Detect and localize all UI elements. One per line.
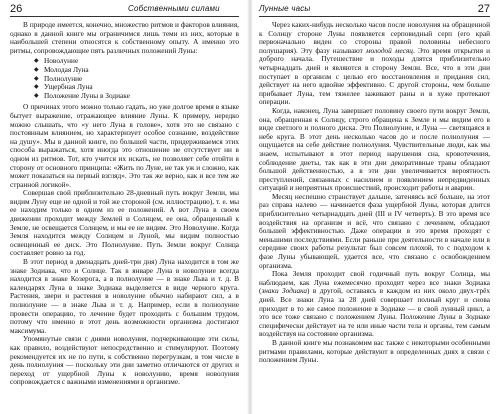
emphasis: молодой месяц [365,45,413,55]
paragraph: В этот период в двенадцать дней-три дня) Луна находится в том же знаке Зодиака, что и Солнце. Так в январе Луна в новолуние всегда находится в знаке Козерога, а в полнолуние — в знаке Льва и т. д. В календарях Луна в знаке Зодиака выделяется в виде черного круга. Растения, звери и растения в новолуние обычно набирают сил, а в полнолуние — в знаке Льва и т. д. Например, если в полнолуние провести операцию, то лечение будет проходить с большим трудом, потому что именно в этот день возможности организма достигают максимума. [10,257,239,335]
paragraph: Упомянутые связи с днями новолуния, подчеркивающие эти силы, как правило, воздействуют непосредственно и стимулируют. Поэтому рекомендуется их не по пути, к собственно перегрузкам, в том числе в день полнолуния — поскольку эти дни заметно отличаются от других и переход от ущербной Луны к новолунию, время новолуния сопровождается с важными изменениями в организме. [10,334,239,387]
emphasis: знаки Зодиака [261,286,308,296]
running-title: Лунные часы [259,4,311,13]
list-item: ◆ Молодая Луна [34,64,89,74]
paragraph: Пока Земля проходит свой годичный путь вокруг Солнца, мы наблюдаем, как Луна ежемесячно проходит через все знаки Зодиака (знаки Зодиака) в другой, оставаясь в каждом из них около двух-трёх дней. Все знаки Луна за 28 дней совершает полный круг и снова приходит в то же самое положение в Зодиаке — в свой лунный цикл, а это все тоже связано с положением Луны. Положение Луны в Зодиаке специфически действует на те или иные части тела и органы, тем самым воздействуя на состояние организма. [259,269,490,339]
diamond-bullet-icon: ◆ [34,84,39,91]
right-page-body [259,21,490,414]
list-item: ◆ Ущербная Луна [34,82,93,92]
paragraph: Совершая свой приблизительно 28-дневный путь вокруг Земли, мы видим Луну еще не одной и той же стороной (см. иллюстрацию), т. е. мы ее находим только в одном из ее положений. А вот Луна в своем движении проходит между Землей и Солнцем, ее она, обращенный к Земле, не освещается Солнцем, и мы ее не видим. Это Новолуние. Когда Земля находится между Солнцем и Луной, мы видим полностью освещенный ее диск. Это Полнолуние. Путь Земли вокруг Солнца составляет ровно за год. [10,188,239,258]
paragraph: О причинах этого можно только гадать, но уже долгое время в языке бытует выражение, отражающее влияние Луны. К примеру, нередко можно слышать, что «у него Луна в голове», хотя это не связано с постоянным влиянием, но характеризует особое сознание, воздействие на душу». Мы в данной книге, по большей части, придерживаемся этих способа выражаться, хотя иногда это отношение не отсутствует ни в одном из ритмов. Тот, кто учится их искать, не позволяет себе отойти в сторону от основного принципа: «Жить по Луне, не так уж и сложно, как может показаться на первый взгляд». Это так же верно, как и все тем же странной логикой». [10,102,239,189]
page-number: 27 [477,3,490,15]
diamond-bullet-icon: ◆ [34,75,39,82]
right-page-header [259,2,490,16]
right-page [253,0,500,414]
diamond-bullet-icon: ◆ [34,66,39,73]
paragraph: Месяц неспешно странствует дальше, затеняясь всё больше, на этот раз справа налево — начинается фаза ущербной Луны, которая длится приблизительно четырнадцать дней (III и IV четверть). В это время все воздействия на организм и всё, что связано с лечением, обладают большей эффективностью. Даже операции в это время проходят с меньшими последствиями. Если раньше при деятельности в начале или в середине своих работы результат был совсем плохой, то с подходом к фазе Луны убывающей, удается все, что связано с освобождением организма. [259,191,490,270]
running-title: Собственными силами [128,4,220,13]
list-item: ◆ Полнолуние [34,73,83,83]
left-page-body [10,21,239,414]
diamond-bullet-icon: ◆ [34,58,39,65]
left-page [0,0,247,414]
left-page-header [10,2,239,16]
page-number: 26 [10,3,23,15]
paragraph: Через каких-нибудь несколько часов после новолуния на обращенной к Солнцу стороне Луны появляется серповидный серп (его край первоначально виден со стороны правой половины небесного полушария). Эту фазу называют молодой месяц. Это время открытия и доброго начала. Путешествие и походы длятся приблизительно четырнадцать дней и являются в сторону Земли. Все, что в эти дни поступает в организм с целью его восстановления и придания сил, действует на него вдвойне эффективно. С другой стороны, чем больше прибывает Луна, тем тяжелее заживают раны и в хуже протекают операции. [259,20,490,107]
header-rule [10,16,239,17]
list-item: ◆ Новолуние [34,56,79,66]
moon-positions-list [34,57,239,100]
paragraph: Когда, наконец, Луна завершает половину своего пути вокруг Земли, она, обращенная к Солнцу, строго обращена к Земле и мы видим его в виде светлого и полного диска. Это Полнолуние, и Луна — светящаяся в небе круга. В этот день несколько часов до и после полнолуния — ощущается на себе действие полнолуния. Чувствительные люди, как мы знаем, испытывают в этот период нарушения сна, кровотечения, соблюдение диеты, так как в эти дни декоративные травы обладают большой действенностью, а в эти дни увеличивается вероятность преступлений, связанных с насилием и появлением непредвиденных ситуаций и неприятных происшествий, происходит работы и аварии. [259,105,490,193]
paragraph: В природе имеется, конечно, множество ритмов и факторов влияния, однако в данной книге мы ограничимся лишь теми из них, которые в наибольшей степени относятся к собственному опыту. А именно это ритмы, сопровождающие пять различных положений Луны: [10,20,239,55]
header-rule [259,16,490,17]
list-item: ◆ Положение Луны в Зодиаке [34,90,130,100]
diamond-bullet-icon: ◆ [34,92,39,99]
paragraph: В данной книге мы познакомим вас также с некоторыми особенными ритмами правилами, которые действуют в определенных днях в связи с положением Луны. [259,337,490,365]
